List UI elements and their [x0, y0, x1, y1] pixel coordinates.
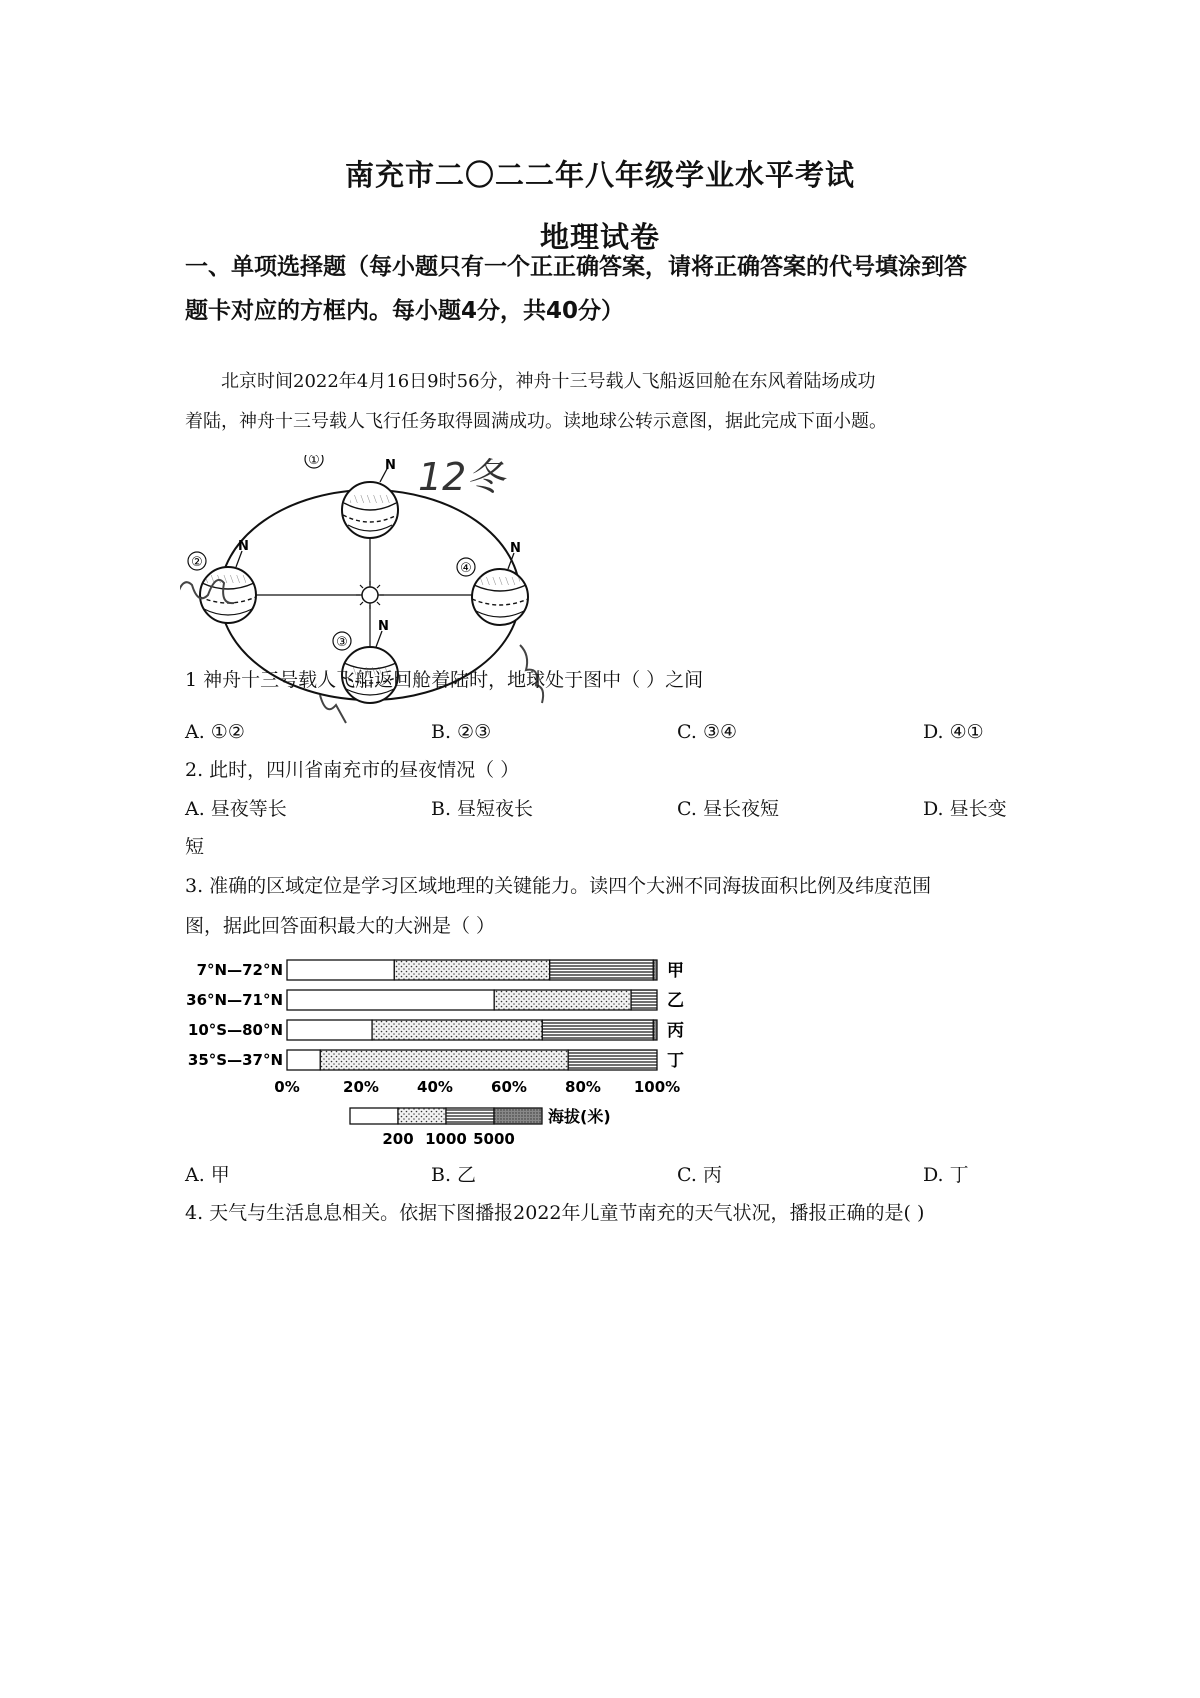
bar-segment [653, 1020, 657, 1040]
intro-line2: 着陆，神舟十三号载人飞行任务取得圆满成功。读地球公转示意图，据此完成下面小题。 [185, 411, 887, 432]
section-heading-line2: 题卡对应的方框内。每小题4分，共40分） [185, 298, 625, 324]
exam-subtitle: 地理试卷 [539, 220, 660, 254]
section-heading [185, 245, 1035, 333]
globe-position-label-2: ② [191, 555, 203, 570]
elevation-area-chart [185, 950, 715, 1155]
x-tick-label: 60% [491, 1078, 527, 1096]
question-2-stem: 2. 此时，四川省南充市的昼夜情况（ ） [185, 759, 520, 781]
question-1-options [185, 712, 1035, 752]
x-tick-label: 80% [565, 1078, 601, 1096]
question-3-stem-line2: 图，据此回答面积最大的大洲是（ ） [185, 915, 496, 937]
intro-line1: 北京时间2022年4月16日9时56分，神舟十三号载人飞船返回舱在东风着陆场成功 [221, 371, 876, 392]
bar-segment [287, 960, 394, 980]
legend-tick-label: 5000 [473, 1130, 515, 1148]
question-2-options [185, 789, 1035, 829]
x-tick-label: 100% [633, 1078, 681, 1096]
exam-title: 南充市二〇二二年八年级学业水平考试 [344, 158, 855, 192]
row-category-label: 丙 [667, 1021, 684, 1041]
row-latitude-label: 7°N—72°N [196, 961, 283, 979]
globe-position-label-1: ① [308, 455, 320, 468]
question-3-stem-line1: 3. 准确的区域定位是学习区域地理的关键能力。读四个大洲不同海拔面积比例及纬度范围 [185, 875, 932, 897]
q2-option-b[interactable]: B. 昼短夜长 [431, 798, 534, 820]
question-3-stem [185, 866, 1035, 946]
globe-position-4 [472, 553, 528, 625]
question-4-stem: 4. 天气与生活息息相关。依据下图播报2022年儿童节南充的天气状况，播报正确的是( ) [185, 1202, 925, 1224]
row-latitude-label: 35°S—37°N [187, 1051, 283, 1069]
bar-segment [653, 960, 657, 980]
q1-option-d[interactable]: D. ④① [923, 721, 984, 743]
bar-segment [494, 990, 631, 1010]
bar-segment [287, 1050, 320, 1070]
legend-title: 海拔(米) [548, 1107, 611, 1126]
globe-position-1 [342, 467, 398, 538]
row-latitude-label: 10°S—80°N [187, 1021, 283, 1039]
bar-segment [568, 1050, 657, 1070]
row-latitude-label: 36°N—71°N [186, 991, 283, 1009]
bar-segment [394, 960, 549, 980]
q1-option-c[interactable]: C. ③④ [677, 721, 738, 743]
bar-segment [320, 1050, 568, 1070]
legend-swatch [398, 1108, 446, 1124]
section-heading-line1: 一、单项选择题（每小题只有一个正正确答案，请将正确答案的代号填涂到答 [185, 254, 967, 280]
legend-swatch [494, 1108, 542, 1124]
q1-option-b[interactable]: B. ②③ [431, 721, 492, 743]
legend-swatch [446, 1108, 494, 1124]
bar-segment [372, 1020, 542, 1040]
globe-position-label-4: ④ [460, 561, 472, 576]
globe-north-label-2: N [238, 539, 249, 554]
x-tick-label: 40% [417, 1078, 453, 1096]
q1-option-a[interactable]: A. ①② [185, 721, 245, 743]
row-category-label: 乙 [667, 991, 684, 1011]
q2-option-a[interactable]: A. 昼夜等长 [185, 798, 287, 820]
bar-segment [550, 960, 654, 980]
q2-option-d[interactable]: D. 昼长变 [923, 798, 1007, 820]
q3-option-a[interactable]: A. 甲 [185, 1164, 230, 1186]
globe-north-label-4: N [510, 541, 521, 556]
bar-segment [287, 1020, 372, 1040]
x-tick-label: 0% [274, 1078, 300, 1096]
q2-option-d-wrap: 短 [185, 836, 205, 858]
globe-north-label-1: N [385, 458, 396, 473]
legend-swatch [350, 1108, 398, 1124]
bar-segment [287, 990, 494, 1010]
question-1-stem: 1 神舟十三号载人飞船返回舱着陆时，地球处于图中（ ）之间 [185, 669, 704, 691]
x-tick-label: 20% [343, 1078, 379, 1096]
bar-segment [631, 990, 657, 1010]
q3-option-b[interactable]: B. 乙 [431, 1164, 477, 1186]
legend-tick-label: 200 [382, 1130, 414, 1148]
globe-position-label-3: ③ [336, 635, 348, 650]
row-category-label: 丁 [667, 1051, 684, 1071]
q3-option-c[interactable]: C. 丙 [677, 1164, 722, 1186]
row-category-label: 甲 [667, 961, 684, 981]
legend-tick-label: 1000 [425, 1130, 467, 1148]
question-3-options [185, 1155, 1035, 1195]
q2-option-c[interactable]: C. 昼长夜短 [677, 798, 779, 820]
handwritten-note: 12冬 [418, 455, 505, 499]
globe-north-label-3: N [378, 619, 389, 634]
bar-segment [542, 1020, 653, 1040]
intro-paragraph [185, 362, 1035, 442]
q3-option-d[interactable]: D. 丁 [923, 1164, 969, 1186]
